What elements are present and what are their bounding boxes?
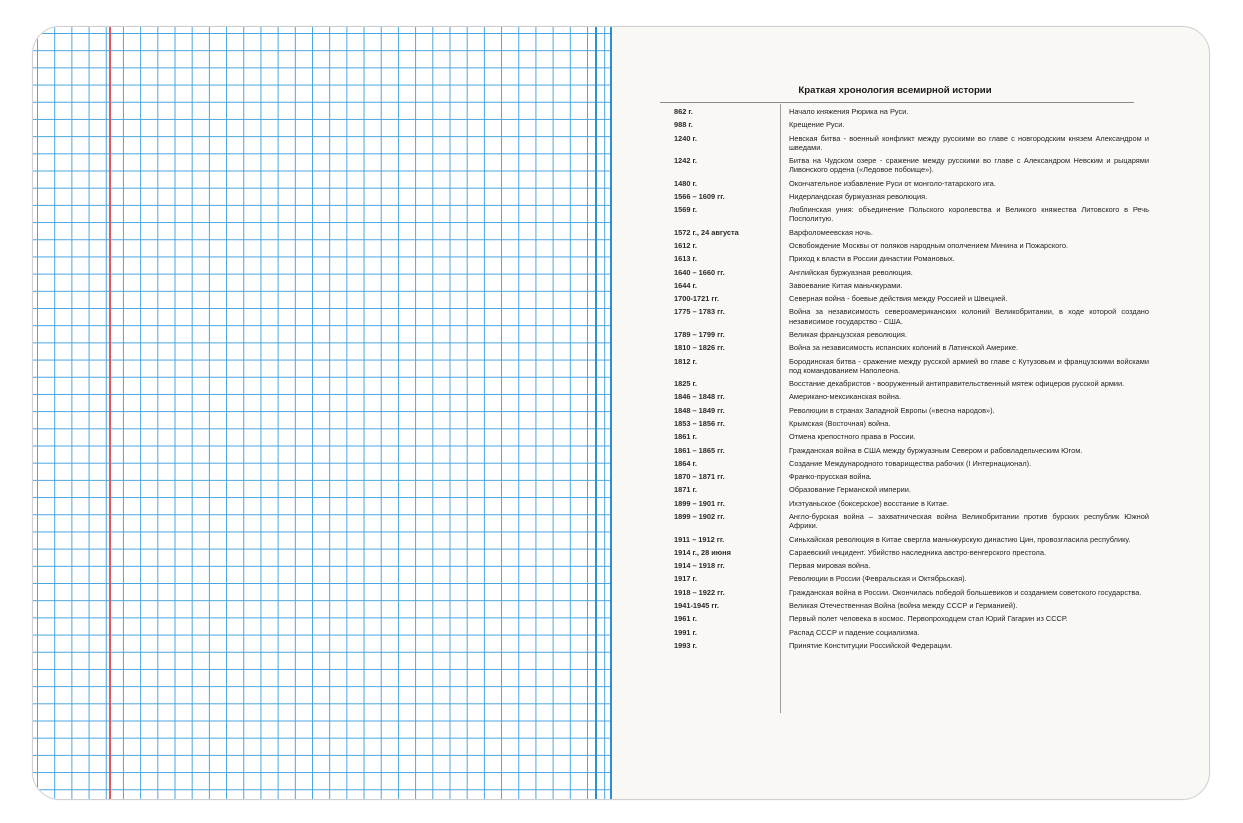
entry-event: Сараевский инцидент. Убийство наследника австро-венгерского престола.: [789, 547, 1046, 557]
entry-event: Отмена крепостного права в России.: [789, 432, 916, 442]
chronology-entry: [674, 343, 1149, 352]
entry-event: Северная война - боевые действия между Россией и Швецией.: [789, 294, 1008, 304]
entry-event: Создание Международного товарищества рабочих (I Интернационал).: [789, 458, 1032, 468]
chronology-entry: [674, 281, 1149, 290]
entry-date: 1825 г.: [674, 379, 697, 389]
chronology-entry: [674, 406, 1149, 415]
chronology-entry: [674, 392, 1149, 401]
entry-event: Образование Германской империи.: [789, 485, 911, 495]
entry-event: Приход к власти в России династии Романовых.: [789, 254, 955, 264]
title-divider: [660, 102, 1134, 103]
chronology-entry: [674, 512, 1149, 530]
entry-date: 1870 – 1871 гг.: [674, 472, 725, 482]
entry-date: 1941-1945 гг.: [674, 601, 719, 611]
red-margin-line: [109, 27, 111, 799]
chronology-entry: [674, 241, 1149, 250]
entry-date: 1566 – 1609 гг.: [674, 191, 725, 201]
entry-event: Крымская (Восточная) война.: [789, 418, 891, 428]
entry-event: Синьхайская революция в Китае свергла маньчжурскую династию Цин, провозгласила республику.: [789, 534, 1131, 544]
chronology-list: [674, 107, 1149, 654]
entry-event: Нидерландская буржуазная революция.: [789, 191, 928, 201]
entry-event: Великая Отечественная Война (война между СССР и Германией).: [789, 601, 1018, 611]
entry-event: Освобождение Москвы от поляков народным ополчением Минина и Пожарского.: [789, 240, 1068, 250]
entry-event: Английская буржуазная революция.: [789, 267, 913, 277]
chronology-entry: [674, 641, 1149, 650]
entry-date: 1914 – 1918 гг.: [674, 561, 725, 571]
chronology-entry: [674, 588, 1149, 597]
chronology-entry: [674, 628, 1149, 637]
chronology-entry: [674, 134, 1149, 152]
chronology-entry: [674, 446, 1149, 455]
entry-date: 1871 г.: [674, 485, 697, 495]
chronology-entry: [674, 330, 1149, 339]
chronology-entry: [674, 574, 1149, 583]
entry-event: Великая французская революция.: [789, 329, 907, 339]
entry-event: Люблинская уния: объединение Польского королевства и Великого княжества Литовского в Речь Посполитую.: [789, 205, 1149, 224]
entry-event: Битва на Чудском озере - сражение между русскими во главе с Александром Невским и рыцарями Ливонского ордена («Ледовое побоище»).: [789, 156, 1149, 175]
entry-date: 1789 – 1799 гг.: [674, 329, 725, 339]
entry-date: 1242 г.: [674, 156, 697, 166]
page-edge-line: [595, 27, 597, 799]
chronology-entry: [674, 268, 1149, 277]
chronology-entry: [674, 432, 1149, 441]
entry-date: 1864 г.: [674, 458, 697, 468]
entry-event: Бородинская битва - сражение между русской армией во главе с Кутузовым и французскими войсками под командованием Наполеона.: [789, 356, 1149, 375]
entry-date: 1612 г.: [674, 240, 697, 250]
entry-event: Первая мировая война.: [789, 561, 871, 571]
chronology-entry: [674, 379, 1149, 388]
entry-date: 1613 г.: [674, 254, 697, 264]
chronology-entry: [674, 499, 1149, 508]
entry-event: Революции в России (Февральская и Октябрьская).: [789, 574, 967, 584]
entry-date: 1240 г.: [674, 133, 697, 143]
chronology-entry: [674, 472, 1149, 481]
entry-date: 1846 – 1848 гг.: [674, 392, 725, 402]
entry-date: 1914 г., 28 июня: [674, 547, 731, 557]
chronology-entry: [674, 357, 1149, 375]
entry-event: Варфоломеевская ночь.: [789, 227, 873, 237]
entry-event: Принятие Конституции Российской Федерации.: [789, 640, 953, 650]
chronology-entry: [674, 535, 1149, 544]
chronology-entry: [674, 485, 1149, 494]
entry-date: 1918 – 1922 гг.: [674, 587, 725, 597]
chronology-entry: [674, 601, 1149, 610]
entry-event: Начало княжения Рюрика на Руси.: [789, 107, 909, 116]
chronology-entry: [674, 419, 1149, 428]
entry-date: 1640 – 1660 гг.: [674, 267, 725, 277]
entry-event: Франко-прусская война.: [789, 472, 872, 482]
entry-event: Гражданская война в США между буржуазным Севером и рабовладельческим Югом.: [789, 445, 1083, 455]
entry-date: 1861 г.: [674, 432, 697, 442]
chronology-entry: [674, 228, 1149, 237]
entry-event: Ихэтуаньское (боксерское) восстание в Китае.: [789, 498, 949, 508]
chronology-entry: [674, 614, 1149, 623]
entry-event: Война за независимость североамериканских колоний Великобритании, в ходе которой создано независимое государство - США.: [789, 307, 1149, 326]
entry-date: 1569 г.: [674, 205, 697, 215]
chronology-entry: [674, 107, 1149, 116]
entry-date: 1861 – 1865 гг.: [674, 445, 725, 455]
entry-date: 1853 – 1856 гг.: [674, 418, 725, 428]
entry-date: 1961 г.: [674, 614, 697, 624]
chronology-entry: [674, 307, 1149, 325]
entry-date: 1572 г., 24 августа: [674, 227, 739, 237]
chronology-entry: [674, 156, 1149, 174]
entry-event: Распад СССР и падение социализма.: [789, 627, 920, 637]
entry-event: Война за независимость испанских колоний в Латинской Америке.: [789, 343, 1019, 353]
chronology-entry: [674, 120, 1149, 129]
entry-event: Гражданская война в России. Окончилась победой большевиков и созданием советского государства.: [789, 587, 1142, 597]
entry-date: 988 г.: [674, 120, 693, 130]
entry-event: Англо-бурская война – захватническая война Великобритании против бурских республик Южной Африки.: [789, 512, 1149, 531]
chronology-entry: [674, 179, 1149, 188]
entry-date: 862 г.: [674, 107, 693, 116]
entry-date: 1480 г.: [674, 178, 697, 188]
entry-event: Крещение Руси.: [789, 120, 845, 130]
entry-date: 1899 – 1901 гг.: [674, 498, 725, 508]
entry-event: Окончательное избавление Руси от монголо-татарского ига.: [789, 178, 996, 188]
chronology-entry: [674, 459, 1149, 468]
entry-date: 1810 – 1826 гг.: [674, 343, 725, 353]
entry-event: Завоевание Китая маньчжурами.: [789, 280, 903, 290]
entry-date: 1991 г.: [674, 627, 697, 637]
page-title: Краткая хронология всемирной истории: [798, 85, 992, 96]
entry-date: 1848 – 1849 гг.: [674, 405, 725, 415]
chronology-entry: [674, 548, 1149, 557]
entry-event: Революции в странах Западной Европы («весна народов»).: [789, 405, 995, 415]
entry-event: Восстание декабристов - вооруженный антиправительственный мятеж офицеров русской армии.: [789, 379, 1125, 389]
entry-date: 1644 г.: [674, 280, 697, 290]
entry-event: Невская битва - военный конфликт между русскими во главе с новгородским князем Александром и шведами.: [789, 133, 1149, 152]
entry-date: 1911 – 1912 гг.: [674, 534, 725, 544]
entry-event: Первый полет человека в космос. Первопроходцем стал Юрий Гагарин из СССР.: [789, 614, 1068, 624]
chronology-entry: [674, 192, 1149, 201]
chronology-entry: [674, 294, 1149, 303]
entry-date: 1775 – 1783 гг.: [674, 307, 725, 317]
entry-date: 1899 – 1902 гг.: [674, 512, 725, 522]
chronology-entry: [674, 561, 1149, 570]
entry-date: 1993 г.: [674, 640, 697, 650]
entry-date: 1700-1721 гг.: [674, 294, 719, 304]
chronology-page: [612, 27, 1209, 799]
chronology-entry: [674, 254, 1149, 263]
entry-event: Американо-мексиканская война.: [789, 392, 902, 402]
entry-date: 1917 г.: [674, 574, 697, 584]
chronology-entry: [674, 205, 1149, 223]
entry-date: 1812 г.: [674, 356, 697, 366]
notebook-spread: [32, 26, 1210, 800]
graph-paper-page: [33, 27, 612, 799]
